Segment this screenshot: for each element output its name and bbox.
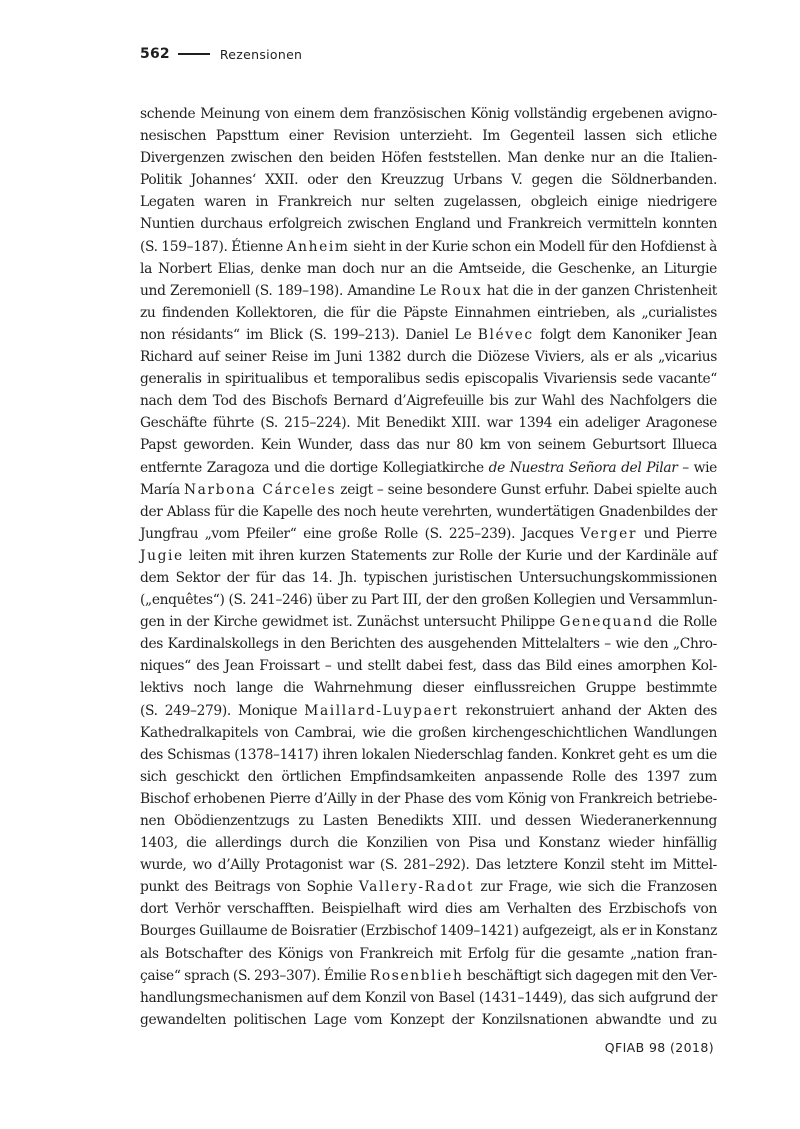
- text-segment: la Norbert Elias, denke man doch nur an die Amtseide, die Geschenke, an Liturgie: [140, 260, 717, 277]
- text-line: [140, 191, 717, 213]
- text-segment: Richard auf seiner Reise im Juni 1382 durch die Diözese Viviers, als er als „vicarius: [140, 349, 717, 366]
- text-line: [140, 920, 717, 942]
- text-segment: Kathedralkapitels von Cambrai, wie die großen kirchengeschichtlichen Wandlungen: [140, 724, 717, 741]
- text-segment: Legaten waren in Frankreich nur selten zugelassen, obgleich einige niedrigere: [140, 194, 717, 211]
- text-segment: („enquêtes“) (S. 241–246) über zu Part III, der den großen Kollegien und Versammlun-: [140, 592, 717, 609]
- text-line: [140, 876, 717, 898]
- journal-footer: QFIAB 98 (2018): [604, 1040, 714, 1055]
- text-segment: zur Frage, wie sich die Franzosen: [474, 879, 717, 896]
- text-line: [140, 722, 717, 744]
- text-segment: nen Obödienzentzugs zu Lasten Benedikts XIII. und dessen Wiederanerkennung: [140, 813, 717, 829]
- text-segment: Papst geworden. Kein Wunder, dass das nur 80 km von seinem Geburtsort Illueca: [140, 437, 717, 454]
- text-segment: Nuntien durchaus erfolgreich zwischen England und Frankreich vermitteln konnten: [140, 216, 717, 233]
- text-line: [140, 1009, 717, 1031]
- italic-title: de Nuestra Señora del Pilar: [488, 459, 678, 476]
- text-segment: die Rolle: [653, 614, 717, 631]
- text-segment: Jungfrau „vom Pfeiler“ eine große Rolle (S. 225–239). Jacques: [140, 525, 581, 542]
- text-line: [140, 567, 717, 589]
- text-line: [140, 943, 717, 965]
- text-line: [140, 501, 717, 523]
- text-segment: – wie: [677, 459, 717, 476]
- text-segment: (S. 249–279). Monique: [140, 702, 305, 719]
- author-name: Narbona Cárceles: [183, 481, 337, 498]
- review-body-text: [140, 103, 717, 1031]
- author-name: Verger: [580, 525, 638, 542]
- author-name: Anheim: [286, 238, 350, 255]
- header-rule: [178, 53, 210, 55]
- text-line: [140, 810, 717, 832]
- text-segment: sich geschickt den örtlichen Empfindsamkeiten anpassende Rolle des 1397 zum: [140, 768, 717, 785]
- text-line: [140, 965, 717, 987]
- text-segment: dem Sektor der für das 14. Jh. typischen juristischen Untersuchungskommissionen: [140, 569, 717, 586]
- text-line: [140, 434, 717, 456]
- text-line: [140, 103, 717, 125]
- running-section-title: Rezensionen: [219, 46, 303, 62]
- text-segment: hat die in der ganzen Christenheit: [482, 282, 717, 299]
- text-line: [140, 147, 717, 169]
- text-segment: Geschäfte führte (S. 215–224). Mit Benedikt XIII. war 1394 ein adeliger Aragonese: [140, 415, 717, 432]
- text-segment: beschäftigt sich dagegen mit den Ver-: [463, 967, 717, 984]
- text-line: [140, 169, 717, 191]
- text-line: [140, 832, 717, 854]
- text-segment: entfernte Zaragoza und die dortige Kollegiatkirche: [140, 459, 489, 476]
- text-segment: leiten mit ihren kurzen Statements zur Rolle der Kurie und der Kardinäle auf: [183, 547, 717, 564]
- text-line: [140, 236, 717, 258]
- text-segment: Bischof erhobenen Pierre d’Ailly in der Phase des vom König von Frankreich betriebe-: [140, 790, 717, 807]
- page-number: 562: [140, 46, 170, 62]
- text-line: [140, 479, 717, 501]
- text-segment: nesischen Papsttum einer Revision unterzieht. Im Gegenteil lassen sich etliche: [140, 128, 717, 145]
- text-segment: generalis in spiritualibus et temporalibus sedis episcopalis Vivariensis sede vacante“: [140, 371, 717, 388]
- text-line: [140, 987, 717, 1009]
- text-segment: des Kardinalskollegs in den Berichten des ausgehenden Mittelalters – wie den „Chro-: [140, 636, 717, 653]
- text-line: [140, 854, 717, 876]
- text-segment: und Pierre: [637, 525, 717, 542]
- text-segment: wurde, wo d’Ailly Protagonist war (S. 281–292). Das letztere Konzil steht im Mittel-: [140, 857, 717, 874]
- text-line: [140, 589, 717, 611]
- author-name: Vallery-Radot: [358, 879, 475, 896]
- text-line: [140, 280, 717, 302]
- text-line: [140, 788, 717, 810]
- text-segment: çaise“ sprach (S. 293–307). Émilie: [140, 967, 370, 984]
- text-segment: María: [140, 481, 184, 498]
- text-line: [140, 324, 717, 346]
- text-segment: rekonstruiert anhand der Akten des: [458, 702, 717, 719]
- text-line: [140, 633, 717, 655]
- text-segment: des Schismas (1378–1417) ihren lokalen Niederschlag fanden. Konkret geht es um die: [140, 746, 717, 763]
- text-line: [140, 545, 717, 567]
- text-segment: schende Meinung von einem dem französischen König vollständig ergebenen avigno-: [140, 106, 717, 122]
- text-segment: niques“ des Jean Froissart – und stellt dabei fest, dass das Bild eines amorphen Kol-: [140, 658, 717, 675]
- author-name: Jugie: [140, 547, 184, 564]
- author-name: Genequand: [559, 614, 654, 631]
- running-header: [140, 44, 302, 64]
- text-line: [140, 302, 717, 324]
- author-name: Roux: [440, 282, 483, 299]
- text-segment: zu findenden Kollektoren, die für die Päpste Einnahmen eintrieben, als „curialistes: [140, 304, 717, 321]
- text-segment: der Ablass für die Kapelle des noch heute verehrten, wundertätigen Gnadenbildes der: [140, 503, 717, 520]
- text-segment: punkt des Beitrags von Sophie: [140, 879, 359, 896]
- text-segment: gen in der Kirche gewidmet ist. Zunächst untersucht Philippe: [140, 614, 560, 631]
- text-line: [140, 523, 717, 545]
- text-segment: gewandelten politischen Lage vom Konzept der Konzilsnationen abwandte und zu: [140, 1011, 717, 1028]
- text-segment: zeigt – seine besondere Gunst erfuhr. Dabei spielte auch: [336, 481, 718, 498]
- text-segment: sieht in der Kurie schon ein Modell für den Hofdienst à: [349, 238, 717, 255]
- text-segment: (S. 159–187). Étienne: [140, 238, 287, 255]
- text-line: [140, 744, 717, 766]
- text-segment: Bourges Guillaume de Boisratier (Erzbischof 1409–1421) aufgezeigt, als er in Konstanz: [140, 923, 717, 940]
- text-segment: dort Verhör verschafften. Beispielhaft wird dies am Verhalten des Erzbischofs von: [140, 901, 717, 918]
- text-line: [140, 677, 717, 699]
- author-name: Rosenblieh: [369, 967, 464, 984]
- text-segment: non résidants“ im Blick (S. 199–213). Daniel Le: [140, 326, 478, 343]
- text-segment: handlungsmechanismen auf dem Konzil von Basel (1431–1449), das sich aufgrund der: [140, 989, 717, 1006]
- text-segment: 1403, die allerdings durch die Konzilien von Pisa und Konstanz wieder hinfällig: [140, 835, 717, 852]
- text-segment: Politik Johannes‘ XXII. oder den Kreuzzug Urbans V. gegen die Söldnerbanden.: [140, 172, 717, 189]
- text-line: [140, 368, 717, 390]
- text-segment: als Botschafter des Königs von Frankreich mit Erfolg für die gesamte „nation fran-: [140, 945, 717, 962]
- text-line: [140, 611, 717, 633]
- text-line: [140, 390, 717, 412]
- author-name: Blévec: [477, 326, 534, 343]
- text-segment: nach dem Tod des Bischofs Bernard d’Aigrefeuille bis zur Wahl des Nachfolgers die: [140, 393, 717, 410]
- text-segment: folgt dem Kanoniker Jean: [533, 326, 717, 343]
- author-name: Maillard-Luypaert: [304, 702, 459, 719]
- text-line: [140, 898, 717, 920]
- text-line: [140, 346, 717, 368]
- text-line: [140, 258, 717, 280]
- text-line: [140, 457, 717, 479]
- text-line: [140, 655, 717, 677]
- text-line: [140, 700, 717, 722]
- text-line: [140, 213, 717, 235]
- text-line: [140, 125, 717, 147]
- text-segment: lektivs noch lange die Wahrnehmung dieser einflussreichen Gruppe bestimmte: [140, 680, 717, 697]
- text-segment: und Zeremoniell (S. 189–198). Amandine Le: [140, 282, 441, 299]
- text-line: [140, 766, 717, 788]
- text-segment: Divergenzen zwischen den beiden Höfen feststellen. Man denke nur an die Italien-: [140, 150, 717, 167]
- text-line: [140, 412, 717, 434]
